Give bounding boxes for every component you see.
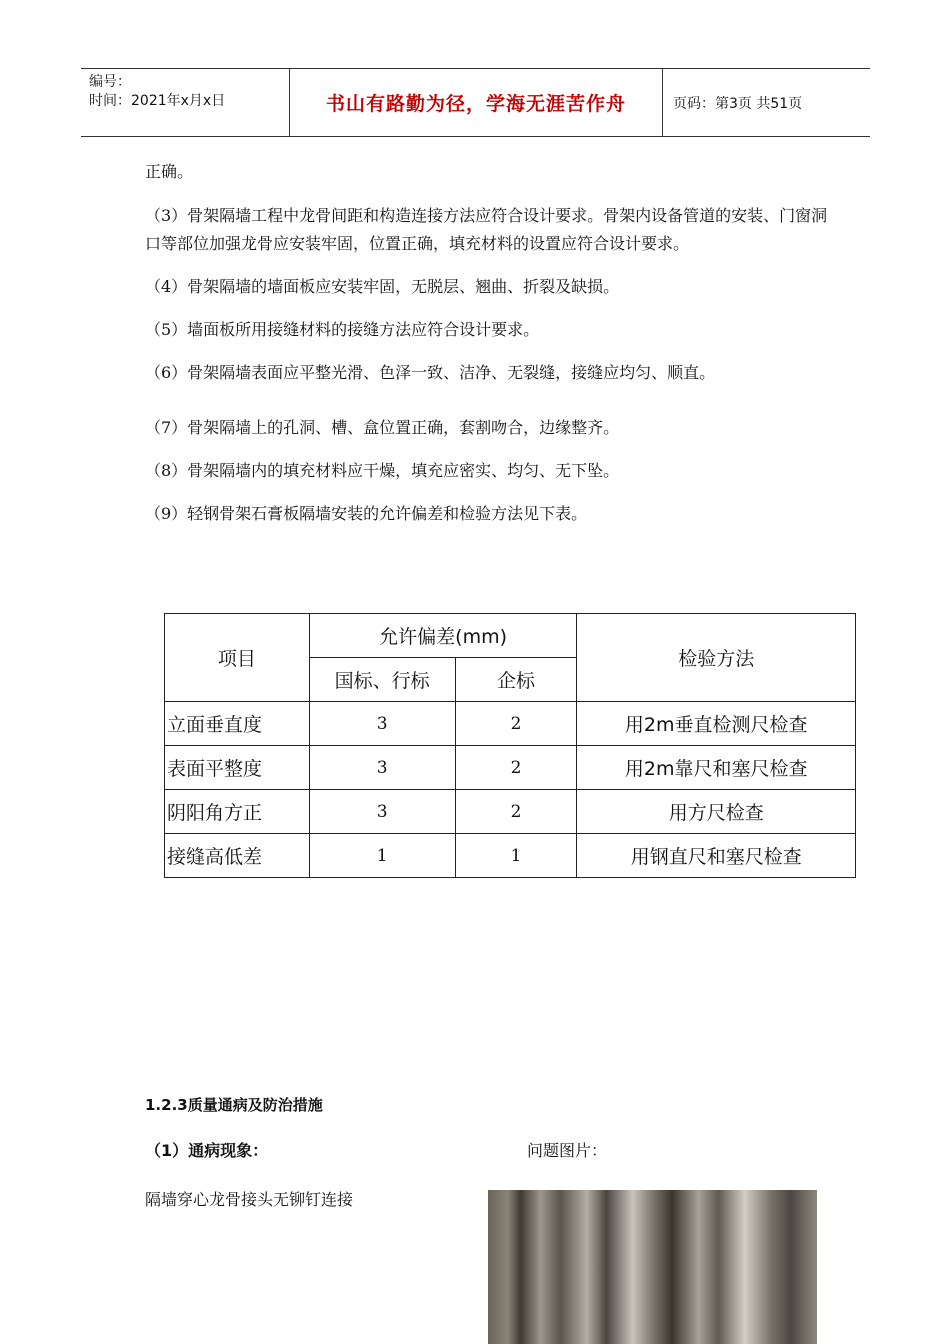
body-content: [145, 158, 835, 543]
cell-national: 3: [309, 746, 455, 790]
section-title: 1.2.3质量通病及防治措施: [145, 1096, 323, 1114]
tolerance-table: [164, 613, 856, 878]
header-enterprise: 企标: [455, 658, 577, 702]
table-row: [165, 702, 856, 746]
paragraph: （8）骨架隔墙内的填充材料应干燥，填充应密实、均匀、无下坠。: [145, 461, 620, 480]
cell-enterprise: 1: [455, 834, 577, 878]
cell-enterprise: 2: [455, 790, 577, 834]
code-label: 编号：: [89, 74, 131, 90]
paragraph: 正确。: [145, 162, 194, 181]
table-row: [165, 834, 856, 878]
table-row: [165, 746, 856, 790]
defect-description: 隔墙穿心龙骨接头无铆钉连接: [145, 1190, 354, 1209]
header-tolerance: 允许偏差(mm): [309, 614, 577, 658]
page-info: 页码：第3页 共51页: [673, 95, 803, 112]
problem-photo: [488, 1190, 817, 1344]
header-national: 国标、行标: [309, 658, 455, 702]
cell-method: 用钢直尺和塞尺检查: [577, 834, 856, 878]
paragraph: （3）骨架隔墙工程中龙骨间距和构造连接方法应符合设计要求。骨架内设备管道的安装、门窗洞口等部位加强龙骨应安装牢固，位置正确，填充材料的设置应符合设计要求。: [145, 206, 828, 253]
paragraph: （6）骨架隔墙表面应平整光滑、色泽一致、洁净、无裂缝，接缝应均匀、顺直。: [145, 363, 716, 382]
cell-national: 3: [309, 790, 455, 834]
subsection-title: （1）通病现象：: [145, 1141, 269, 1160]
table-row: [165, 790, 856, 834]
paragraph: （5）墙面板所用接缝材料的接缝方法应符合设计要求。: [145, 320, 540, 339]
cell-enterprise: 2: [455, 702, 577, 746]
paragraph: （4）骨架隔墙的墙面板应安装牢固，无脱层、翘曲、折裂及缺损。: [145, 277, 620, 296]
cell-item: 阴阳角方正: [165, 790, 310, 834]
header-motto: 书山有路勤为径，学海无涯苦作舟: [290, 69, 663, 136]
picture-label: 问题图片：: [527, 1141, 608, 1160]
cell-item: 接缝高低差: [165, 834, 310, 878]
paragraph: （7）骨架隔墙上的孔洞、槽、盒位置正确，套割吻合，边缘整齐。: [145, 418, 620, 437]
cell-method: 用方尺检查: [577, 790, 856, 834]
cell-enterprise: 2: [455, 746, 577, 790]
paragraph: （9）轻钢骨架石膏板隔墙安装的允许偏差和检验方法见下表。: [145, 504, 588, 523]
header-meta: [81, 69, 290, 136]
cell-method: 用2m靠尺和塞尺检查: [577, 746, 856, 790]
cell-method: 用2m垂直检测尺检查: [577, 702, 856, 746]
header-item: 项目: [165, 614, 310, 702]
date-label: 时间：2021年x月x日: [89, 93, 226, 109]
cell-national: 3: [309, 702, 455, 746]
cell-national: 1: [309, 834, 455, 878]
cell-item: 表面平整度: [165, 746, 310, 790]
page-header: [81, 68, 870, 137]
header-method: 检验方法: [577, 614, 856, 702]
cell-item: 立面垂直度: [165, 702, 310, 746]
